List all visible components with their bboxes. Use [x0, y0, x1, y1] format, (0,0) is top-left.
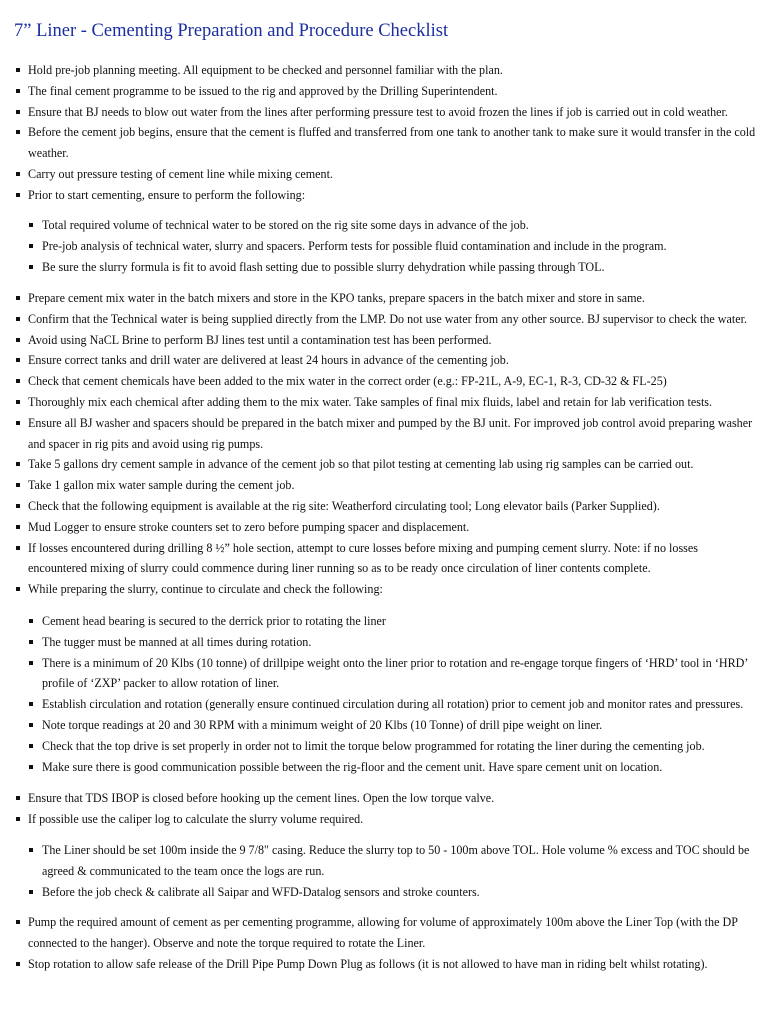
checklist-item-text: Ensure all BJ washer and spacers should be prepared in the batch mixer and pumped by the BJ unit. For improved job control avoid preparing washer and spacer in rig pits and avoid using rig pumps.	[28, 415, 753, 451]
square-bullet-icon	[16, 587, 20, 591]
square-bullet-icon	[29, 619, 33, 623]
square-bullet-icon	[29, 661, 33, 665]
checklist-item-text: Check that cement chemicals have been added to the mix water in the correct order (e.g.: FP-21L, A-9, EC-1, R-3, CD-32 & FL-25)	[28, 374, 667, 389]
square-bullet-icon	[16, 546, 20, 550]
checklist-item-text: Stop rotation to allow safe release of the Drill Pipe Pump Down Plug as follows (it is not allowed to have man in riding belt whilst rotating).	[28, 956, 708, 971]
checklist-item-text: The tugger must be manned at all times during rotation.	[42, 634, 312, 649]
checklist-item-text: Make sure there is good communication possible between the rig-floor and the cement unit. Have spare cement unit on location.	[42, 759, 663, 774]
checklist-item	[14, 954, 759, 975]
checklist-item	[14, 809, 759, 830]
checklist-item	[14, 392, 759, 413]
checklist-group-4	[14, 912, 759, 974]
checklist-item-text: Mud Logger to ensure stroke counters set to zero before pumping spacer and displacement.	[28, 519, 470, 534]
checklist-item-text: Take 1 gallon mix water sample during the cement job.	[28, 478, 295, 493]
checklist-item	[14, 330, 759, 351]
checklist-item-text: The Liner should be set 100m inside the 9 7/8" casing. Reduce the slurry top to 50 - 100m above TOL. Hole volume % excess and TOC should be agreed & communicated to the team once the logs are run.	[42, 843, 750, 878]
square-bullet-icon	[29, 265, 33, 269]
checklist-item-text: Pre-job analysis of technical water, slurry and spacers. Perform tests for possible fluid contamination and include in the program.	[42, 238, 667, 253]
checklist-item	[29, 882, 754, 903]
square-bullet-icon	[16, 110, 20, 114]
checklist-item-text: Cement head bearing is secured to the derrick prior to rotating the liner	[42, 614, 386, 628]
checklist-item-text: Ensure that BJ needs to blow out water from the lines after performing pressure test to avoid frozen the lines if job is carried out in cold weather.	[28, 104, 728, 119]
checklist-item	[14, 185, 759, 206]
square-bullet-icon	[16, 130, 20, 134]
checklist-item	[14, 288, 759, 309]
checklist-item-text: Note torque readings at 20 and 30 RPM with a minimum weight of 20 Klbs (10 Tonne) of drill pipe weight on liner.	[42, 717, 603, 732]
checklist-item	[14, 454, 759, 475]
square-bullet-icon	[16, 920, 20, 924]
square-bullet-icon	[16, 817, 20, 821]
checklist-item-text: Confirm that the Technical water is being supplied directly from the LMP. Do not use water from any other source. BJ supervisor to check the water.	[28, 311, 747, 326]
checklist-item	[14, 309, 759, 330]
checklist-item-text: The final cement programme to be issued to the rig and approved by the Drilling Superintendent.	[28, 83, 498, 98]
square-bullet-icon	[29, 848, 33, 852]
checklist-item	[29, 215, 754, 236]
checklist-item-text: Ensure correct tanks and drill water are delivered at least 24 hours in advance of the cementing job.	[28, 353, 509, 368]
square-bullet-icon	[16, 68, 20, 72]
square-bullet-icon	[16, 421, 20, 425]
square-bullet-icon	[16, 483, 20, 487]
checklist-item	[29, 236, 754, 257]
checklist-item	[14, 517, 759, 538]
checklist-item-text: Check that the top drive is set properly in order not to limit the torque below programmed for rotating the liner during the cementing job.	[42, 738, 705, 753]
checklist-item-text: While preparing the slurry, continue to circulate and check the following:	[28, 582, 383, 597]
checklist-item	[29, 840, 754, 882]
checklist-item	[29, 653, 754, 695]
checklist-item	[14, 538, 759, 580]
checklist-item	[29, 736, 754, 757]
checklist-subgroup-1	[29, 215, 754, 277]
checklist-item-text: Before the job check & calibrate all Saipar and WFD-Datalog sensors and stroke counters.	[42, 884, 480, 899]
square-bullet-icon	[16, 172, 20, 176]
checklist-item-text: There is a minimum of 20 Klbs (10 tonne) of drillpipe weight onto the liner prior to rotation and re-engage torque fingers of ‘HRD’ tool in ‘HRD’ profile of ‘ZXP’ packer to allow rotation of liner.	[42, 655, 748, 691]
checklist-item	[29, 694, 754, 715]
checklist-item-text: Before the cement job begins, ensure that the cement is fluffed and transferred from one tank to another tank to make sure it would transfer in the cold weather.	[28, 125, 756, 161]
square-bullet-icon	[29, 723, 33, 727]
square-bullet-icon	[29, 744, 33, 748]
checklist-item	[14, 475, 759, 496]
checklist-subgroup-2	[29, 611, 754, 777]
checklist-item-text: Prepare cement mix water in the batch mixers and store in the KPO tanks, prepare spacers in the batch mixer and store in same.	[28, 291, 645, 305]
square-bullet-icon	[16, 317, 20, 321]
checklist-item	[29, 715, 754, 736]
square-bullet-icon	[16, 462, 20, 466]
checklist-item-text: If losses encountered during drilling 8 ½” hole section, attempt to cure losses before mixing and pumping cement slurry. Note: if no losses encountered mixing of slurry could commence during liner running so as to be ready once circulation of liner contents complete.	[28, 540, 698, 576]
checklist-item-text: Establish circulation and rotation (generally ensure continued circulation during all rotation) prior to cement job and monitor rates and pressures.	[42, 697, 744, 712]
checklist-item-text: Total required volume of technical water to be stored on the rig site some days in advance of the job.	[42, 218, 529, 232]
square-bullet-icon	[16, 379, 20, 383]
square-bullet-icon	[29, 702, 33, 706]
square-bullet-icon	[16, 400, 20, 404]
square-bullet-icon	[29, 890, 33, 894]
square-bullet-icon	[16, 296, 20, 300]
checklist-item	[29, 632, 754, 653]
square-bullet-icon	[29, 223, 33, 227]
square-bullet-icon	[29, 765, 33, 769]
checklist-item	[14, 81, 759, 102]
checklist-item-text: Be sure the slurry formula is fit to avoid flash setting due to possible slurry dehydration while passing through TOL.	[42, 259, 605, 274]
checklist-item-text: Carry out pressure testing of cement line while mixing cement.	[28, 166, 333, 181]
square-bullet-icon	[16, 962, 20, 966]
checklist-item	[29, 757, 754, 778]
square-bullet-icon	[16, 193, 20, 197]
checklist-item-text: Pump the required amount of cement as per cementing programme, allowing for volume of approximately 100m above the Liner Top (with the DP connected to the hanger). Observe and note the torque required to rotate the Liner.	[28, 915, 738, 950]
page-title: 7” Liner - Cementing Preparation and Procedure Checklist	[14, 21, 449, 41]
checklist-item	[14, 579, 759, 600]
square-bullet-icon	[29, 640, 33, 644]
checklist-item-text: If possible use the caliper log to calculate the slurry volume required.	[28, 811, 364, 826]
square-bullet-icon	[16, 504, 20, 508]
checklist-item	[14, 788, 759, 809]
square-bullet-icon	[16, 338, 20, 342]
square-bullet-icon	[29, 244, 33, 248]
checklist-item	[29, 257, 754, 278]
checklist-subgroup-3	[29, 840, 754, 902]
checklist-item	[14, 350, 759, 371]
checklist-item-text: Thoroughly mix each chemical after adding them to the mix water. Take samples of final mix fluids, label and retain for lab verification tests.	[28, 394, 713, 409]
checklist-group-2	[14, 288, 759, 600]
checklist-item	[29, 611, 754, 632]
checklist-item	[14, 413, 759, 455]
checklist-item	[14, 496, 759, 517]
checklist-item	[14, 60, 759, 81]
checklist-item-text: Ensure that TDS IBOP is closed before hooking up the cement lines. Open the low torque valve.	[28, 791, 495, 805]
square-bullet-icon	[16, 89, 20, 93]
checklist-item	[14, 164, 759, 185]
checklist-item-text: Take 5 gallons dry cement sample in advance of the cement job so that pilot testing at cementing lab using rig samples can be carried out.	[28, 457, 694, 472]
checklist-item-text: Avoid using NaCL Brine to perform BJ lines test until a contamination test has been performed.	[28, 332, 492, 347]
checklist-item	[14, 122, 759, 164]
checklist-item	[14, 912, 759, 954]
checklist-group-3	[14, 788, 759, 830]
checklist-item	[14, 102, 759, 123]
checklist-group-1	[14, 60, 759, 206]
checklist-item-text: Check that the following equipment is available at the rig site: Weatherford circulating tool; Long elevator bails (Parker Supplied).	[28, 498, 660, 513]
square-bullet-icon	[16, 525, 20, 529]
square-bullet-icon	[16, 796, 20, 800]
square-bullet-icon	[16, 358, 20, 362]
checklist-item-text: Prior to start cementing, ensure to perform the following:	[28, 187, 306, 202]
checklist-item	[14, 371, 759, 392]
checklist-item-text: Hold pre-job planning meeting. All equipment to be checked and personnel familiar with the plan.	[28, 63, 503, 77]
